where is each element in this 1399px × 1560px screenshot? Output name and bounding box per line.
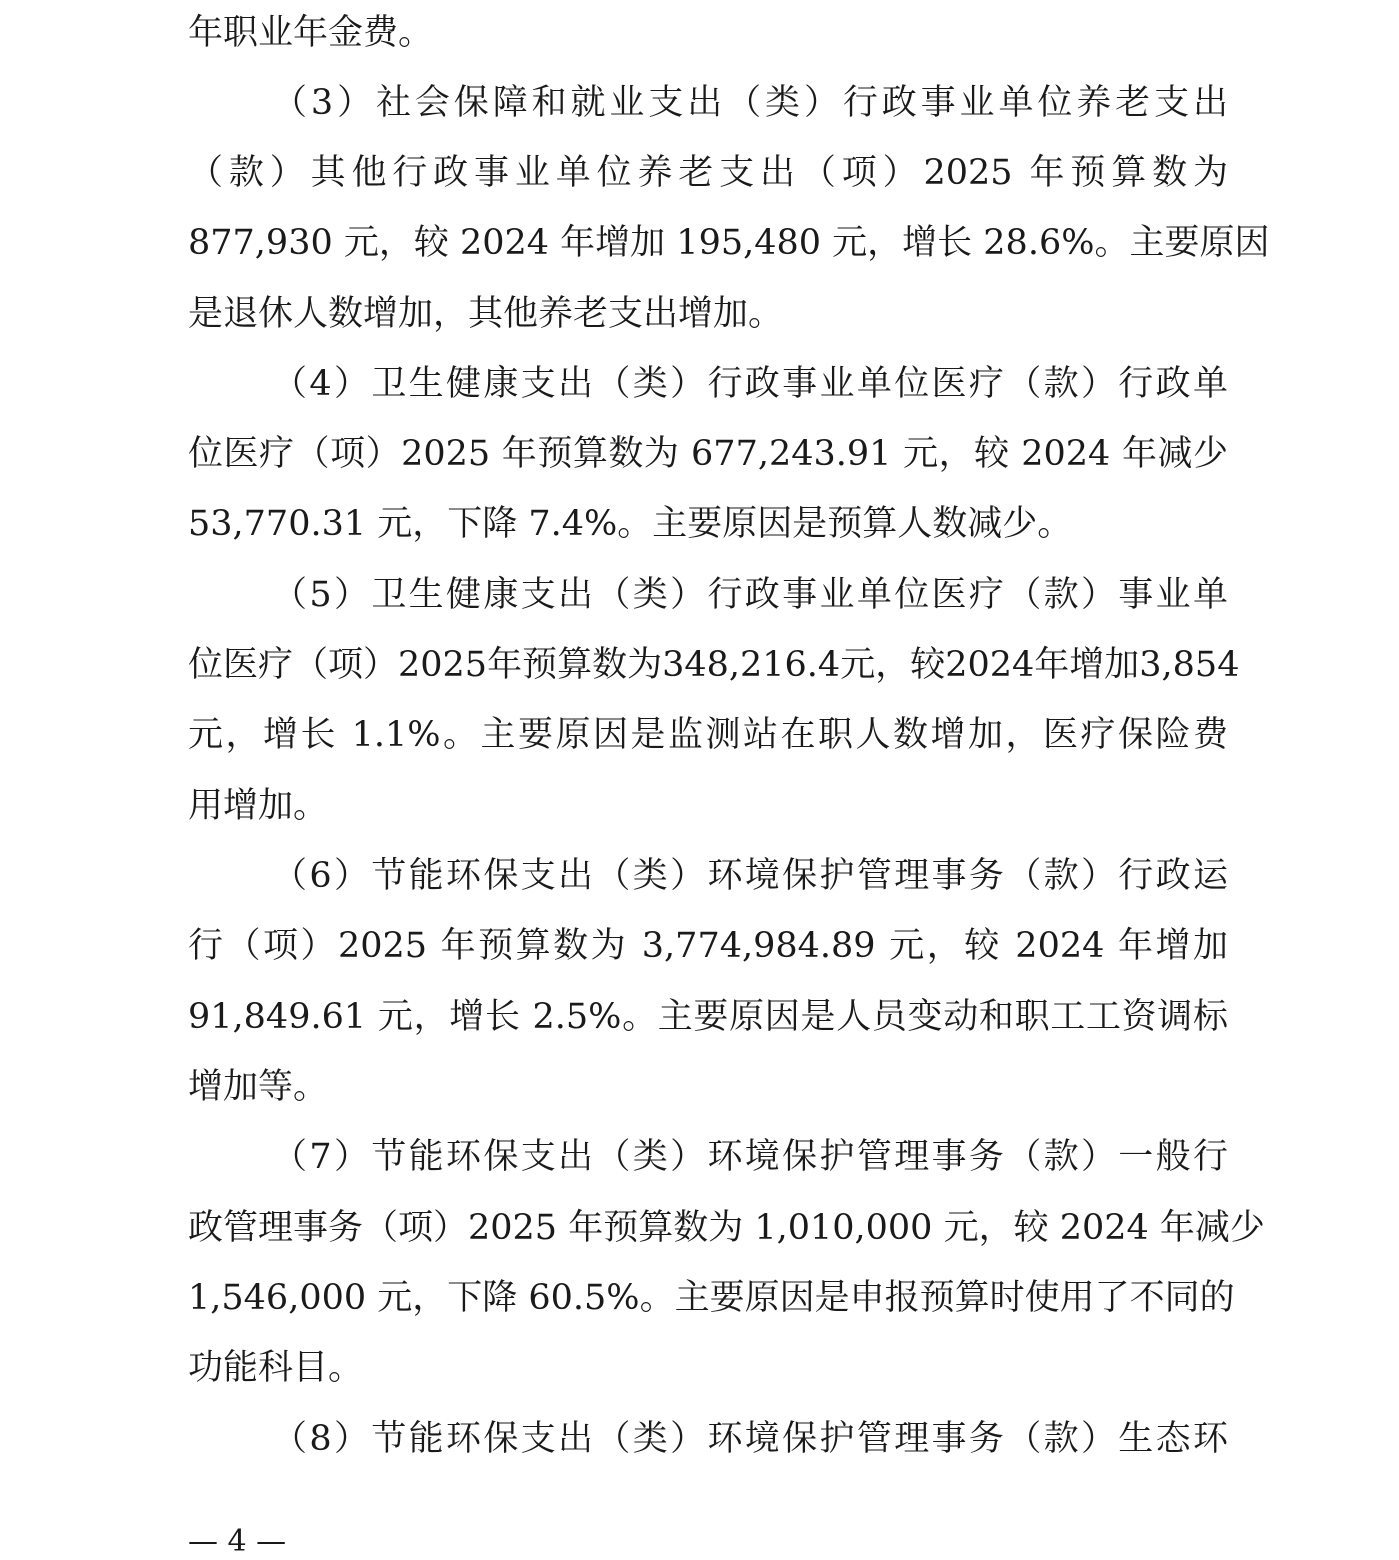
paragraph-5-line-3: 元，增长 1.1%。主要原因是监测站在职人数增加，医疗保险费 [188, 715, 1228, 755]
paragraph-5-line-1: （5）卫生健康支出（类）行政事业单位医疗（款）事业单 [272, 575, 1228, 615]
paragraph-6-line-2: 行（项）2025 年预算数为 3,774,984.89 元，较 2024 年增加 [188, 926, 1228, 966]
paragraph-3-line-4: 是退休人数增加，其他养老支出增加。 [188, 294, 784, 334]
paragraph-5-line-4: 用增加。 [188, 786, 329, 826]
paragraph-7-line-2: 政管理事务（项）2025 年预算数为 1,010,000 元，较 2024 年减少 [188, 1208, 1265, 1248]
paragraph-5-line-2: 位医疗（项）2025年预算数为348,216.4元，较2024年增加3,854 [188, 645, 1240, 685]
paragraph-3-line-3: 877,930 元，较 2024 年增加 195,480 元，增长 28.6%。主要原因 [188, 223, 1270, 263]
paragraph-6-line-3: 91,849.61 元，增长 2.5%。主要原因是人员变动和职工工资调标 [188, 997, 1228, 1037]
paragraph-3-line-1: （3）社会保障和就业支出（类）行政事业单位养老支出 [272, 83, 1228, 123]
paragraph-7-line-3: 1,546,000 元，下降 60.5%。主要原因是申报预算时使用了不同的 [188, 1278, 1235, 1318]
paragraph-4-line-2: 位医疗（项）2025 年预算数为 677,243.91 元，较 2024 年减少 [188, 434, 1228, 474]
paragraph-7-line-4: 功能科目。 [188, 1348, 364, 1388]
paragraph-6-line-1: （6）节能环保支出（类）环境保护管理事务（款）行政运 [272, 856, 1228, 896]
page-number: — 4 — [188, 1524, 287, 1559]
paragraph-7-line-1: （7）节能环保支出（类）环境保护管理事务（款）一般行 [272, 1137, 1228, 1177]
paragraph-4-line-1: （4）卫生健康支出（类）行政事业单位医疗（款）行政单 [272, 364, 1228, 404]
paragraph-3-line-2: （款）其他行政事业单位养老支出（项）2025 年预算数为 [188, 153, 1228, 193]
paragraph-8-line-1: （8）节能环保支出（类）环境保护管理事务（款）生态环 [272, 1419, 1228, 1459]
text-line-continuation: 年职业年金费。 [188, 13, 434, 53]
paragraph-4-line-3: 53,770.31 元，下降 7.4%。主要原因是预算人数减少。 [188, 504, 1073, 544]
paragraph-6-line-4: 增加等。 [188, 1067, 329, 1107]
